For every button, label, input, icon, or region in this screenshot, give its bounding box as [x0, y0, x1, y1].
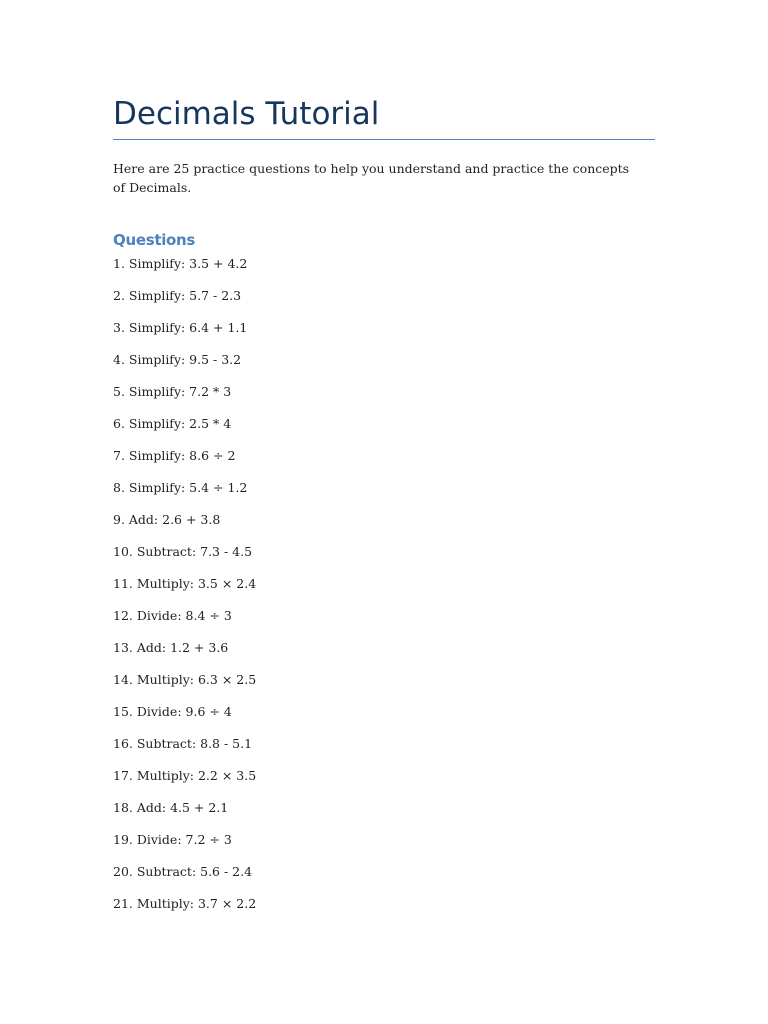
question-item: 3. Simplify: 6.4 + 1.1	[113, 320, 248, 335]
question-item: 5. Simplify: 7.2 * 3	[113, 384, 232, 399]
question-item: 16. Subtract: 8.8 - 5.1	[113, 736, 253, 751]
question-item: 14. Multiply: 6.3 × 2.5	[113, 672, 257, 687]
question-item: 12. Divide: 8.4 ÷ 3	[113, 608, 232, 623]
document-title: Decimals Tutorial	[113, 96, 380, 132]
question-item: 19. Divide: 7.2 ÷ 3	[113, 832, 232, 847]
question-item: 1. Simplify: 3.5 + 4.2	[113, 256, 248, 271]
question-item: 2. Simplify: 5.7 - 2.3	[113, 288, 242, 303]
question-item: 6. Simplify: 2.5 * 4	[113, 416, 232, 431]
intro-paragraph: Here are 25 practice questions to help you understand and practice the concepts of Decimals.	[113, 161, 630, 195]
question-item: 11. Multiply: 3.5 × 2.4	[113, 576, 257, 591]
question-item: 10. Subtract: 7.3 - 4.5	[113, 544, 253, 559]
question-item: 13. Add: 1.2 + 3.6	[113, 640, 229, 655]
title-divider	[113, 139, 655, 140]
question-item: 4. Simplify: 9.5 - 3.2	[113, 352, 242, 367]
question-item: 8. Simplify: 5.4 ÷ 1.2	[113, 480, 248, 495]
question-item: 20. Subtract: 5.6 - 2.4	[113, 864, 253, 879]
question-item: 17. Multiply: 2.2 × 3.5	[113, 768, 257, 783]
question-item: 7. Simplify: 8.6 ÷ 2	[113, 448, 236, 463]
document-page	[113, 0, 655, 1024]
question-item: 15. Divide: 9.6 ÷ 4	[113, 704, 232, 719]
question-item: 18. Add: 4.5 + 2.1	[113, 800, 229, 815]
question-item: 9. Add: 2.6 + 3.8	[113, 512, 221, 527]
question-item: 21. Multiply: 3.7 × 2.2	[113, 896, 257, 911]
questions-heading: Questions	[113, 231, 196, 249]
question-list	[113, 254, 256, 926]
